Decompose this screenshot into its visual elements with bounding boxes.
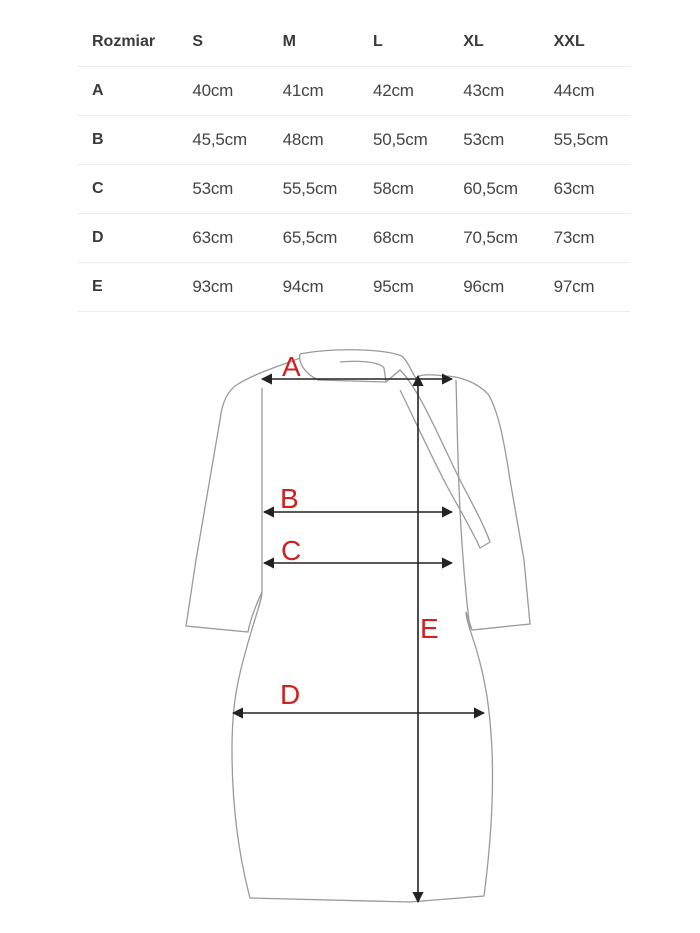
table-cell: 94cm bbox=[269, 263, 359, 312]
table-cell: 40cm bbox=[178, 67, 268, 116]
tie-belt bbox=[386, 370, 490, 548]
header-l: L bbox=[359, 18, 449, 67]
table-row bbox=[78, 165, 630, 214]
table-cell: 41cm bbox=[269, 67, 359, 116]
dress-body bbox=[186, 358, 530, 902]
label-a: A bbox=[282, 351, 301, 382]
header-s: S bbox=[178, 18, 268, 67]
table-row bbox=[78, 263, 630, 312]
row-label: D bbox=[78, 214, 178, 263]
table-cell: 50,5cm bbox=[359, 116, 449, 165]
table-cell: 48cm bbox=[269, 116, 359, 165]
size-table bbox=[78, 18, 630, 312]
table-cell: 43cm bbox=[449, 67, 539, 116]
dress-outline bbox=[186, 350, 530, 902]
header-m: M bbox=[269, 18, 359, 67]
header-xl: XL bbox=[449, 18, 539, 67]
table-cell: 73cm bbox=[540, 214, 630, 263]
row-label: A bbox=[78, 67, 178, 116]
table-row bbox=[78, 116, 630, 165]
table-cell: 70,5cm bbox=[449, 214, 539, 263]
header-size: Rozmiar bbox=[78, 18, 178, 67]
table-cell: 55,5cm bbox=[269, 165, 359, 214]
size-table-header bbox=[78, 18, 630, 67]
table-row bbox=[78, 67, 630, 116]
row-label: C bbox=[78, 165, 178, 214]
table-cell: 60,5cm bbox=[449, 165, 539, 214]
table-cell: 93cm bbox=[178, 263, 268, 312]
table-cell: 96cm bbox=[449, 263, 539, 312]
table-cell: 63cm bbox=[178, 214, 268, 263]
table-cell: 97cm bbox=[540, 263, 630, 312]
measurement-lines bbox=[233, 376, 484, 902]
table-cell: 53cm bbox=[449, 116, 539, 165]
table-cell: 65,5cm bbox=[269, 214, 359, 263]
header-xxl: XXL bbox=[540, 18, 630, 67]
dress-measurement-diagram bbox=[0, 330, 700, 920]
table-cell: 55,5cm bbox=[540, 116, 630, 165]
label-d: D bbox=[280, 679, 301, 710]
label-b: B bbox=[280, 483, 299, 514]
table-cell: 45,5cm bbox=[178, 116, 268, 165]
row-label: E bbox=[78, 263, 178, 312]
collar bbox=[300, 350, 416, 382]
label-e: E bbox=[420, 613, 439, 644]
label-c: C bbox=[281, 535, 302, 566]
table-cell: 58cm bbox=[359, 165, 449, 214]
table-cell: 53cm bbox=[178, 165, 268, 214]
table-cell: 95cm bbox=[359, 263, 449, 312]
row-label: B bbox=[78, 116, 178, 165]
table-cell: 44cm bbox=[540, 67, 630, 116]
table-row bbox=[78, 214, 630, 263]
table-cell: 42cm bbox=[359, 67, 449, 116]
table-cell: 68cm bbox=[359, 214, 449, 263]
table-cell: 63cm bbox=[540, 165, 630, 214]
